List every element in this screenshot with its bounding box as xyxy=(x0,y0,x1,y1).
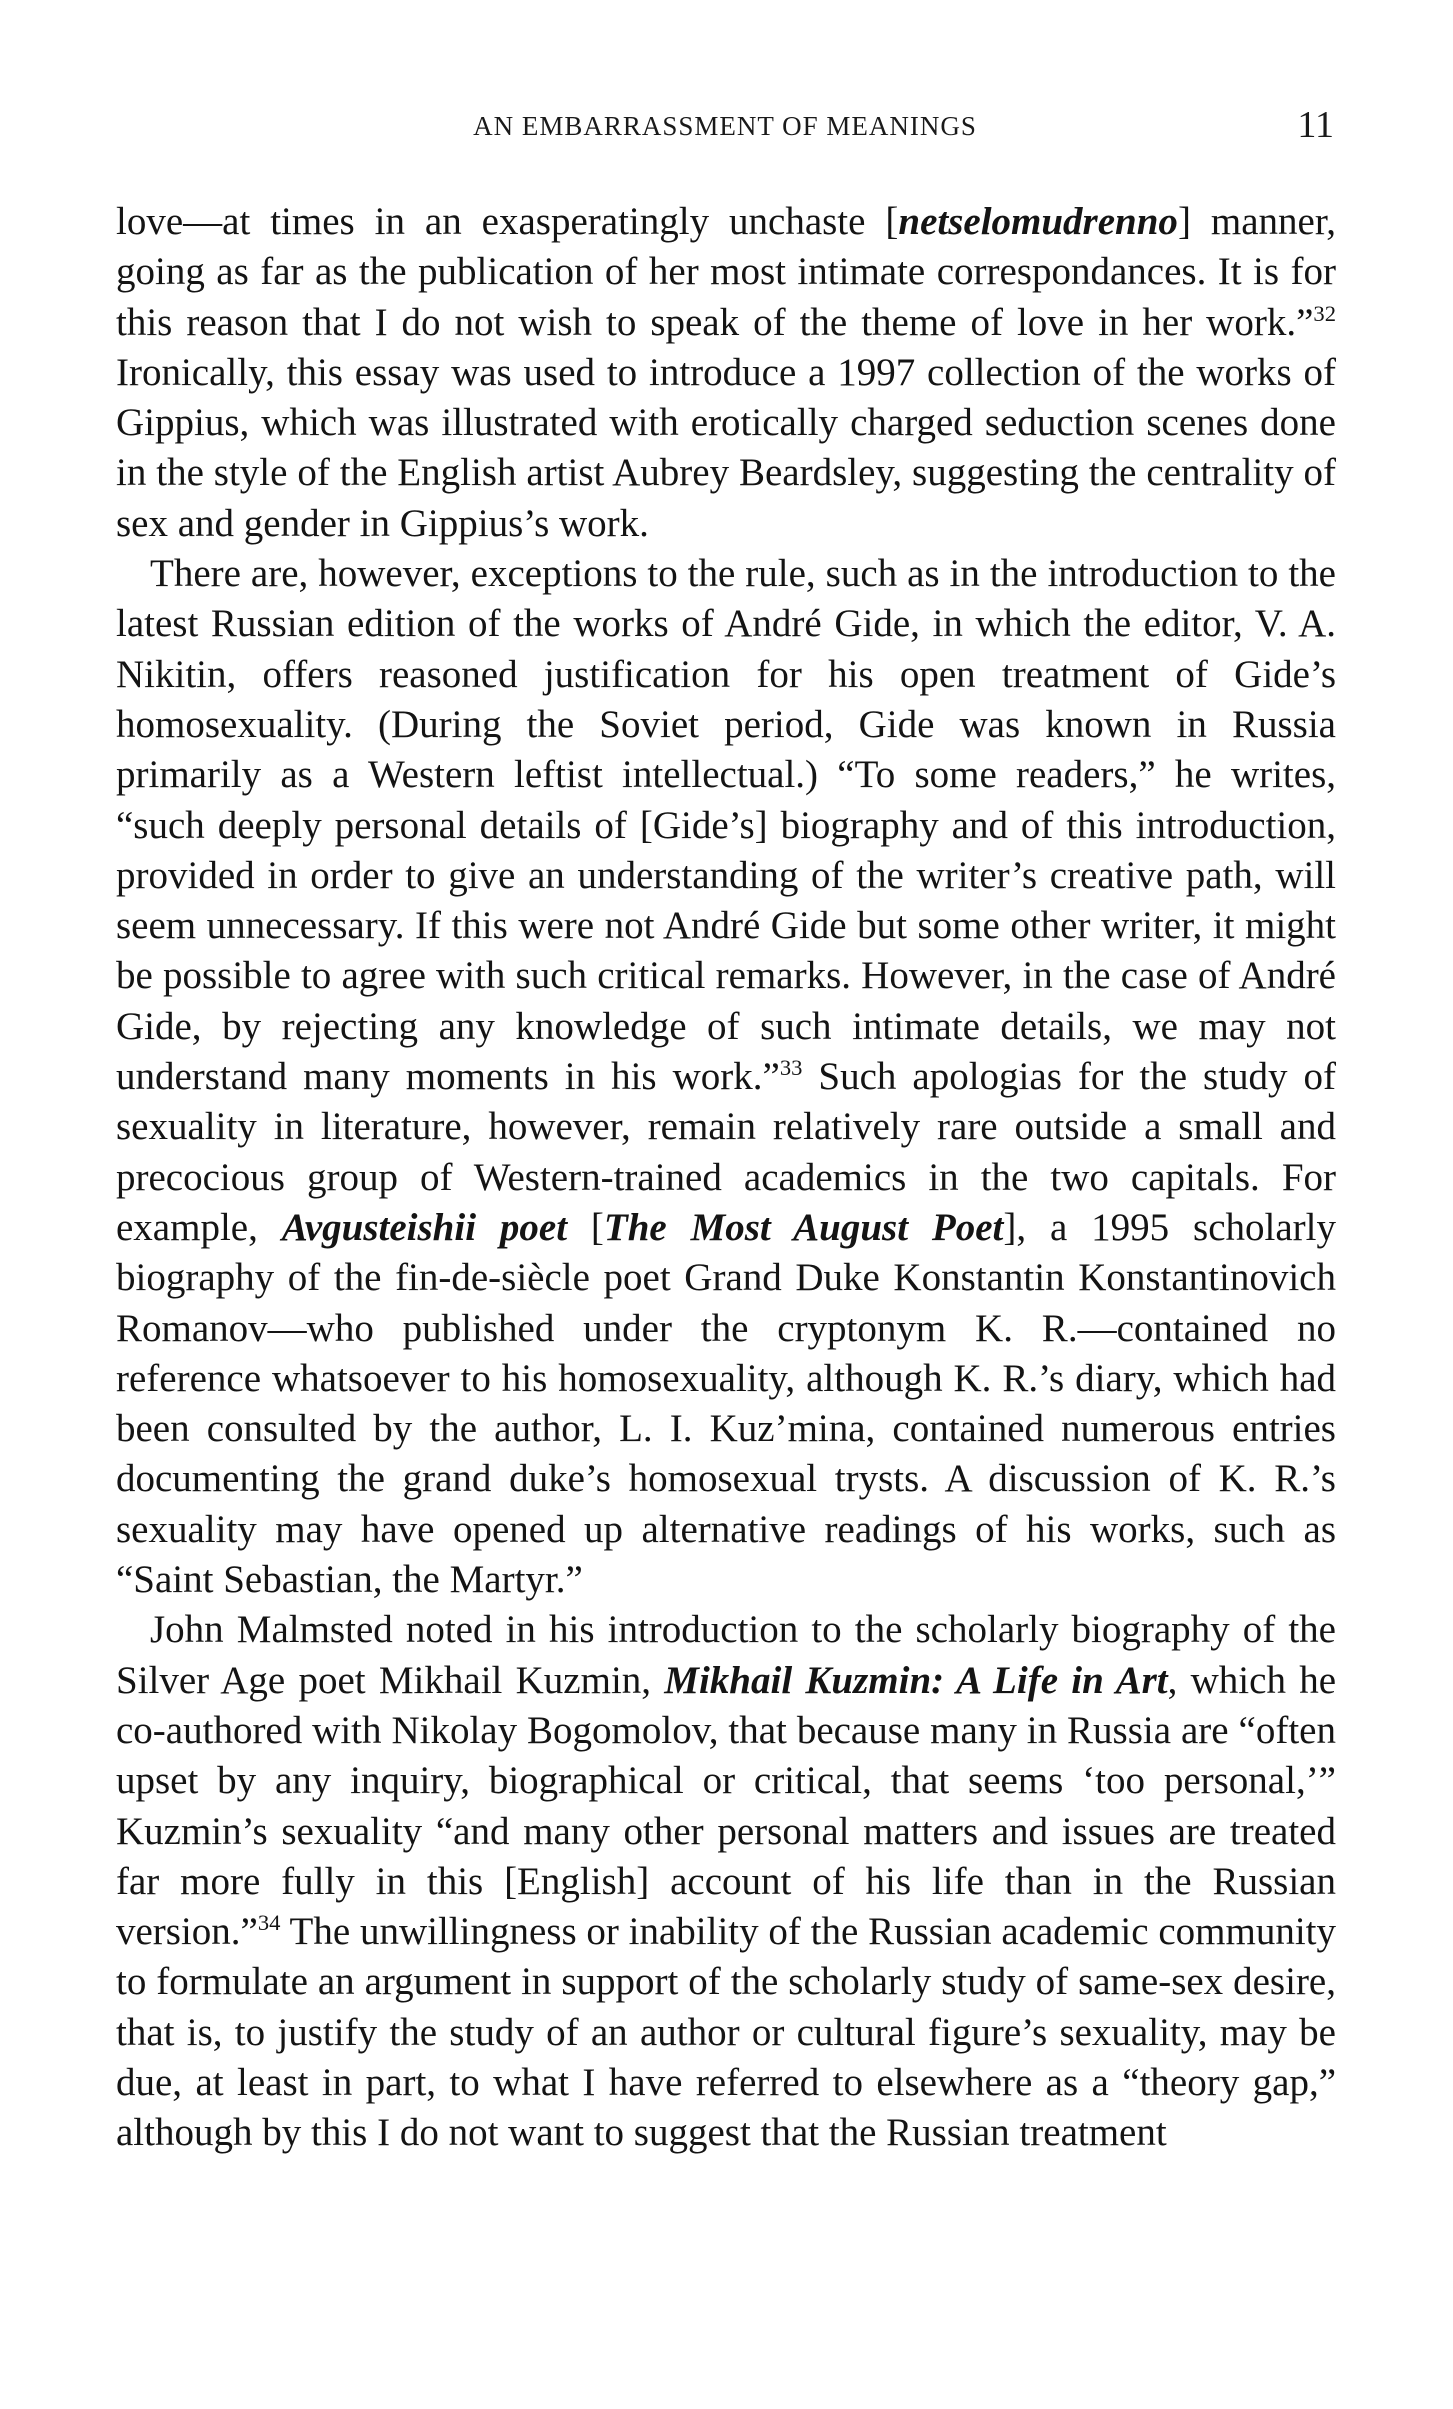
text-run: , which he co-authored with Nikolay Bogomolov, that because many in Russia are “often upset by any inquiry, biographical or critical, that seems ‘too personal,’” Kuzmin’s sexuality “and many other personal matters and issues are treated far more fully in this [English] account of his life than in the Russian version.” xyxy=(116,1658,1337,1954)
text-run: ] manner, going as far as the publication of her most intimate correspondances. It is for this reason that I do not wish to speak of the theme of love in her work.” xyxy=(116,200,1336,344)
running-head xyxy=(116,103,1334,146)
text-run: ], a 1995 scholarly biography of the fin-de-siècle poet Grand Duke Konstantin Konstantinovich Romanov—who published under the cryptonym K. R.—contained no reference whatsoever to his homosexuality, although K. R.’s diary, which had been consulted by the author, L. I. Kuz’mina, contained numerous entries documenting the grand duke’s homosexual trysts. A discussion of K. R.’s sexuality may have opened up alternative readings of his works, such as “Saint Sebastian, the Martyr.” xyxy=(116,1205,1336,1602)
paragraph xyxy=(116,197,1336,549)
footnote-ref: 33 xyxy=(779,1055,803,1081)
footnote-ref: 34 xyxy=(257,1910,281,1936)
text-run: love—at times in an exasperatingly unchaste [ xyxy=(116,200,899,243)
text-run: John Malmsted noted in his introduction to the scholarly biography of the Silver Age poet Mikhail Kuzmin, xyxy=(116,1608,1336,1702)
text-run: Ironically, this essay was used to introduce a 1997 collection of the works of Gippius, which was illustrated with erotically charged seduction scenes done in the style of the English artist Aubrey Beardsley, suggesting the centrality of sex and gender in Gippius’s work. xyxy=(116,350,1336,545)
footnote-ref: 32 xyxy=(1313,300,1336,326)
page-number: 11 xyxy=(1297,104,1334,146)
paragraph xyxy=(116,549,1336,1605)
running-head-title: AN EMBARRASSMENT OF MEANINGS xyxy=(473,111,977,141)
italic-term: The Most August Poet xyxy=(603,1205,1004,1249)
italic-term: Avgusteishii poet xyxy=(281,1205,568,1249)
text-run: [ xyxy=(567,1205,604,1249)
paragraph xyxy=(116,1605,1336,2158)
italic-term: Mikhail Kuzmin: A Life in Art xyxy=(664,1658,1168,1702)
body-text xyxy=(116,197,1336,2159)
text-run: There are, however, exceptions to the rule, such as in the introduction to the latest Russian edition of the works of André Gide, in which the editor, V. A. Nikitin, offers reasoned justification for his open treatment of Gide’s homosexuality. (During the Soviet period, Gide was known in Russia primarily as a Western leftist intellectual.) “To some readers,” he writes, “such deeply personal details of [Gide’s] biography and of this introduction, provided in order to give an understanding of the writer’s creative path, will seem unnecessary. If this were not André Gide but some other writer, it might be possible to agree with such critical remarks. However, in the case of André Gide, by rejecting any knowledge of such intimate details, we may not understand many moments in his work.” xyxy=(116,552,1336,1099)
text-run: The unwillingness or inability of the Russian academic community to formulate an argument in support of the scholarly study of same-sex desire, that is, to justify the study of an author or cultural figure’s sexuality, may be due, at least in part, to what I have referred to elsewhere as a “theory gap,” although by this I do not want to suggest that the Russian treatment xyxy=(116,1910,1336,2155)
text-run: Such apologias for the study of sexuality in literature, however, remain relatively rare outside a small and precocious group of Western-trained academics in the two capitals. For example, xyxy=(116,1055,1336,1249)
italic-term: netselomudrenno xyxy=(898,200,1178,243)
